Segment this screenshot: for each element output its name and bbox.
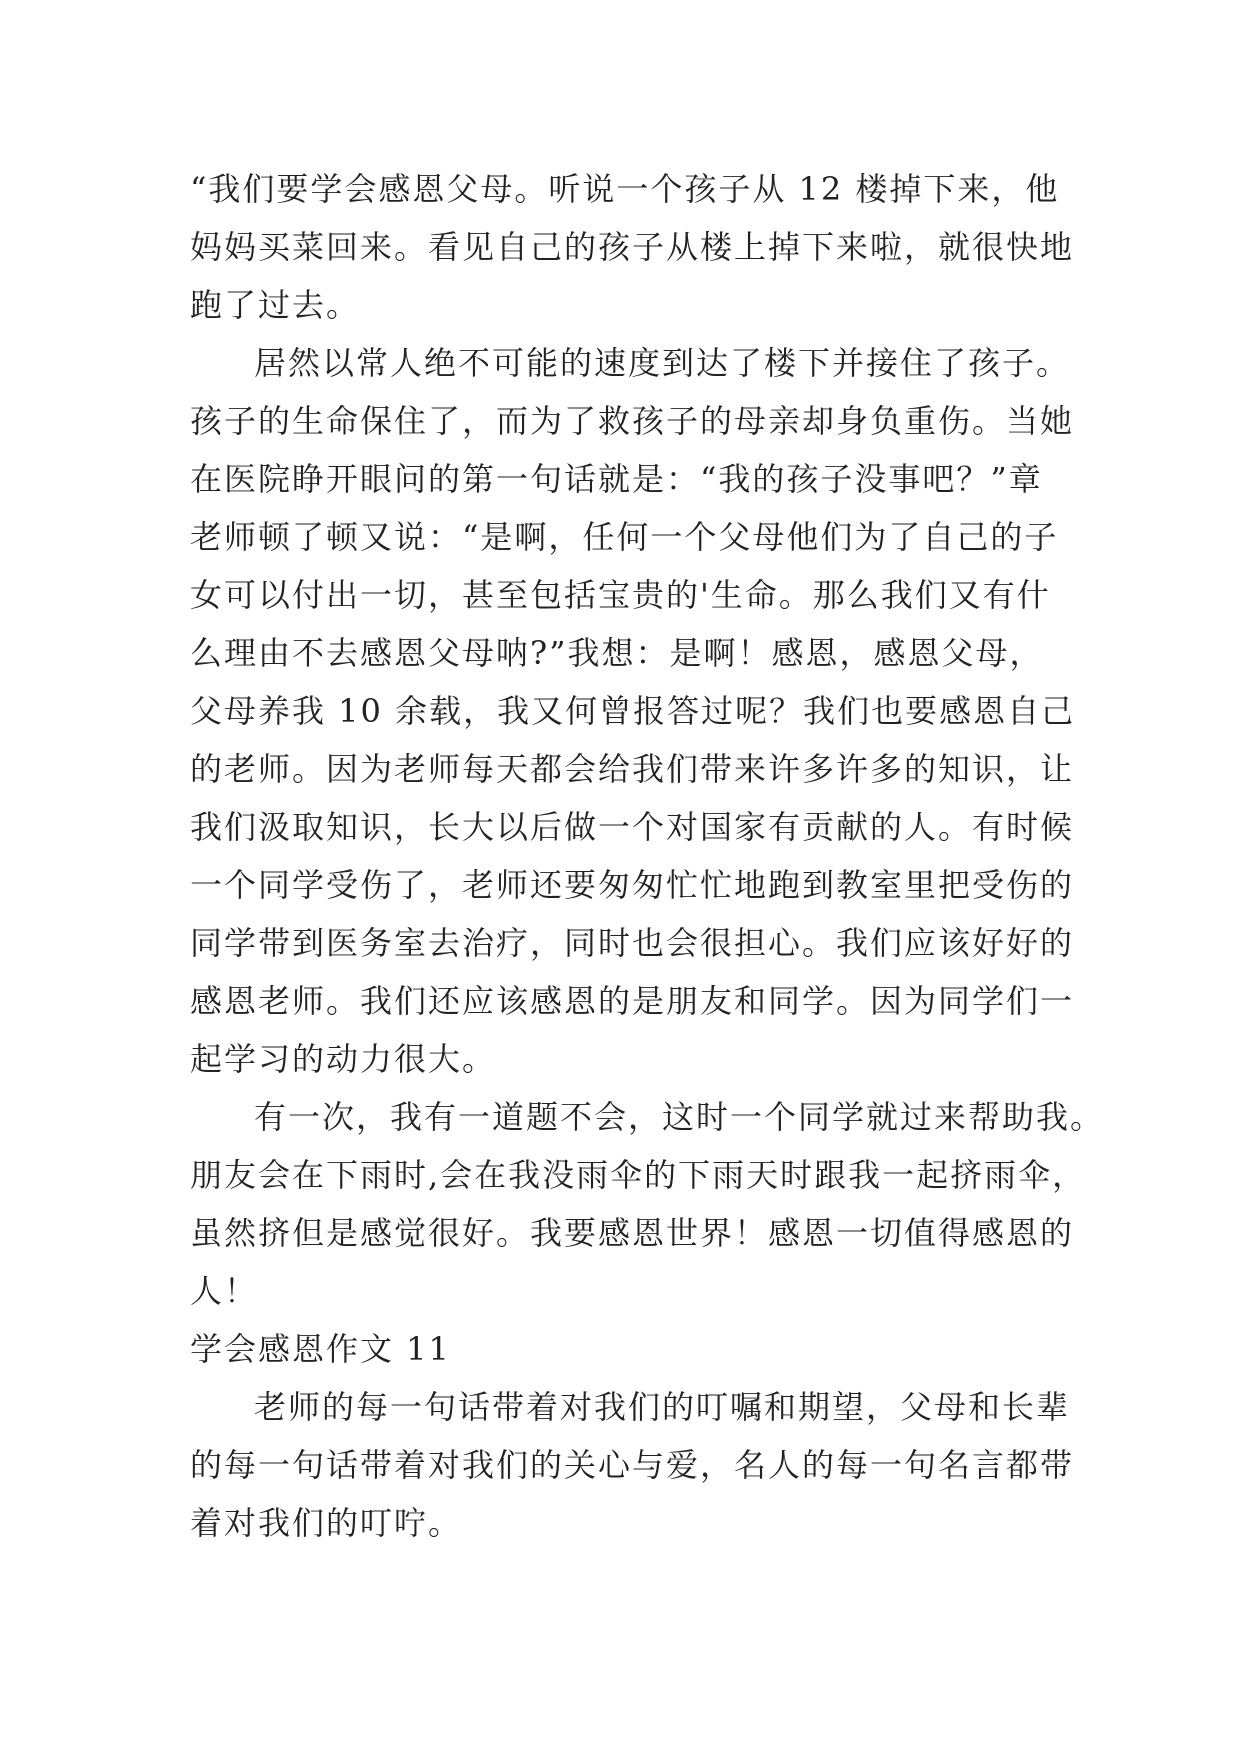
- paragraph-start-line: 有一次，我有一道题不会，这时一个同学就过来帮助我。: [254, 1098, 1105, 1136]
- paragraph-start-line: 居然以常人绝不可能的速度到达了楼下并接住了孩子。: [254, 344, 1071, 382]
- text-line: 一个同学受伤了，老师还要匆匆忙忙地跑到教室里把受伤的: [190, 866, 1075, 904]
- text-line: 女可以付出一切，甚至包括宝贵的'生命。那么我们又有什: [190, 576, 1051, 614]
- text-line: 我们汲取知识，长大以后做一个对国家有贡献的人。有时候: [190, 808, 1075, 846]
- text-line: 的老师。因为老师每天都会给我们带来许多许多的知识，让: [190, 750, 1075, 788]
- text-line: 朋友会在下雨时,会在我没雨伞的下雨天时跟我一起挤雨伞，: [190, 1156, 1087, 1194]
- text-line: 人！: [190, 1272, 259, 1310]
- text-line: “我们要学会感恩父母。听说一个孩子从 12 楼掉下来，他: [190, 170, 1060, 208]
- section-heading: 学会感恩作文 11: [190, 1330, 451, 1368]
- text-line: 着对我们的叮咛。: [190, 1504, 463, 1542]
- text-line: 起学习的动力很大。: [190, 1040, 497, 1078]
- text-line: 的每一句话带着对我们的关心与爱，名人的每一句名言都带: [190, 1446, 1075, 1484]
- text-line: 跑了过去。: [190, 286, 361, 324]
- text-line: 老师顿了顿又说：“是啊，任何一个父母他们为了自己的子: [190, 518, 1059, 556]
- text-line: 么理由不去感恩父母呐?”我想：是啊！感恩，感恩父母，: [190, 634, 1044, 672]
- text-line: 在医院睁开眼问的第一句话就是：“我的孩子没事吧？”章: [190, 460, 1043, 498]
- text-line: 感恩老师。我们还应该感恩的是朋友和同学。因为同学们一: [190, 982, 1075, 1020]
- text-line: 父母养我 10 余载，我又何曾报答过呢？我们也要感恩自己: [190, 692, 1076, 730]
- text-line: 同学带到医务室去治疗，同时也会很担心。我们应该好好的: [190, 924, 1075, 962]
- text-line: 虽然挤但是感觉很好。我要感恩世界！感恩一切值得感恩的: [190, 1214, 1075, 1252]
- text-line: 孩子的生命保住了，而为了救孩子的母亲却身负重伤。当她: [190, 402, 1075, 440]
- text-line: 妈妈买菜回来。看见自己的孩子从楼上掉下来啦，就很快地: [190, 228, 1075, 266]
- paragraph-start-line: 老师的每一句话带着对我们的叮嘱和期望，父母和长辈: [254, 1388, 1071, 1426]
